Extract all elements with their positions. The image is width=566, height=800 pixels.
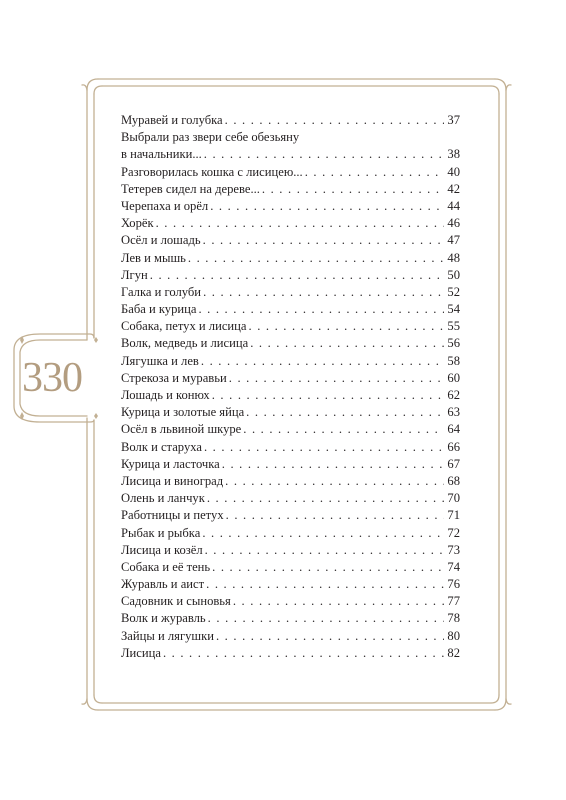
toc-leader-dots [262,181,444,198]
toc-leader-dots [216,628,444,645]
toc-leader-dots [243,421,444,438]
toc-entry [121,267,460,284]
toc-entry-title: Курица и золотые яйца [121,405,245,420]
toc-entry-title: Осёл и лошадь [121,233,201,248]
toc-entry-title: Лисица и виноград [121,473,224,488]
toc-leader-dots [250,335,444,352]
toc-entry-page: 40 [447,164,460,179]
toc-leader-dots [225,112,444,129]
toc-entry-page: 72 [447,525,460,540]
toc-leader-dots [207,490,444,507]
toc-entry-title: Осёл в львиной шкуре [121,422,242,437]
page-number: 330 [22,355,82,401]
toc-entry [121,525,460,542]
toc-entry-page: 47 [447,233,460,248]
toc-entry [121,576,460,593]
toc-entry [121,181,460,198]
toc-entry-page: 48 [447,250,460,265]
toc-entry [121,490,460,507]
toc-leader-dots [226,507,444,524]
toc-entry [121,387,460,404]
toc-entry-title: Лягушка и лев [121,353,199,368]
toc-entry-title: Разговорилась кошка с лисицею... [121,164,303,179]
toc-leader-dots [203,232,444,249]
toc-entry-page: 62 [447,388,460,402]
toc-entry-title: Рыбак и рыбка [121,525,201,540]
toc-leader-dots [205,542,444,559]
toc-entry-page: 71 [447,508,460,523]
toc-entry-title: Собака и её тень [121,559,211,574]
toc-entry-title: Лисица [121,645,161,660]
toc-entry [121,284,460,301]
toc-entry [121,112,460,129]
toc-leader-dots [246,404,444,421]
toc-entry [121,628,460,645]
toc-entry-page: 76 [447,577,460,592]
toc-entry-page: 58 [447,353,460,368]
toc-entry [121,473,460,490]
toc-entry [121,593,460,610]
toc-entry-page: 66 [447,439,460,454]
toc-entry-page: 38 [447,147,460,162]
toc-entry-page: 67 [447,456,460,471]
toc-entry-page: 78 [447,611,460,626]
toc-entry [121,301,460,318]
toc-entry-page: 74 [447,559,460,574]
toc-entry [121,404,460,421]
table-of-contents [121,112,460,662]
toc-entry-page: 80 [447,628,460,643]
toc-entry-title: Волк, медведь и лисица [121,336,249,351]
toc-entry [121,439,460,456]
toc-entry-title: Лошадь и конюх [121,388,210,402]
toc-entry [121,610,460,627]
toc-entry-title: Собака, петух и лисица [121,319,247,334]
toc-entry [121,232,460,249]
toc-entry [121,559,460,576]
toc-entry-page: 37 [447,113,460,127]
toc-entry-title: Садовник и сыновья [121,594,231,609]
toc-entry-page: 63 [447,405,460,420]
toc-entry [121,250,460,267]
toc-entry-title: в начальники... [121,147,202,162]
toc-leader-dots [204,439,444,456]
toc-entry-title: Работницы и петух [121,508,224,523]
toc-leader-dots [203,284,444,301]
toc-leader-dots [212,559,444,576]
toc-leader-dots [229,370,444,387]
toc-leader-dots [225,473,444,490]
toc-entry-title: Журавль и аист [121,577,205,592]
toc-entry-page: 52 [447,284,460,299]
toc-entry-title: Олень и ланчук [121,491,205,506]
toc-entry-page: 60 [447,370,460,385]
toc-leader-dots [150,267,444,284]
toc-entry-page: 64 [447,422,460,437]
toc-entry-page: 56 [447,336,460,351]
toc-entry-title: Зайцы и лягушки [121,628,214,643]
toc-leader-dots [204,146,444,163]
toc-entry-title: Курица и ласточка [121,456,220,471]
toc-entry-title: Волк и журавль [121,611,206,626]
toc-entry-page: 54 [447,302,460,317]
toc-entry [121,164,460,181]
toc-leader-dots [198,301,444,318]
toc-entry-page: 42 [447,181,460,196]
toc-entry-title: Баба и курица [121,302,197,317]
toc-leader-dots [222,456,444,473]
toc-entry [121,146,460,163]
toc-entry [121,370,460,387]
toc-entry [121,507,460,524]
toc-leader-dots [188,250,444,267]
toc-entry [121,335,460,352]
toc-entry-title: Лев и мышь [121,250,186,265]
toc-entry [121,645,460,662]
toc-entry-page: 55 [447,319,460,334]
toc-entry [121,456,460,473]
toc-entry-page: 70 [447,491,460,506]
toc-entry-page: 77 [447,594,460,609]
toc-entry [121,542,460,559]
toc-entry-page: 44 [447,198,460,213]
toc-leader-dots [156,215,444,232]
toc-entry-title: Хорёк [121,216,154,231]
toc-entry-title: Выбрали раз звери себе обезьяну [121,130,300,145]
toc-leader-dots [206,576,444,593]
toc-entry-page: 50 [447,267,460,282]
toc-leader-dots [210,198,444,215]
toc-entry [121,318,460,335]
toc-entry [121,215,460,232]
toc-entry [121,198,460,215]
toc-leader-dots [249,318,445,335]
toc-entry [121,421,460,438]
toc-entry-title: Лгун [121,267,148,282]
toc-entry [121,353,460,370]
toc-entry-title: Стрекоза и муравьи [121,370,227,385]
toc-entry-page: 82 [447,645,460,660]
toc-leader-dots [201,353,444,370]
toc-leader-dots [305,164,444,181]
toc-entry-page: 73 [447,542,460,557]
toc-entry [121,129,460,146]
toc-leader-dots [163,645,444,662]
toc-entry-title: Лисица и козёл [121,542,203,557]
toc-leader-dots [208,610,444,627]
toc-entry-page: 68 [447,473,460,488]
toc-leader-dots [202,525,444,542]
toc-entry-title: Тетерев сидел на дереве... [121,181,260,196]
toc-entry-title: Муравей и голубка [121,113,223,127]
toc-entry-title: Галка и голуби [121,284,202,299]
toc-leader-dots [212,387,444,404]
toc-leader-dots [233,593,444,610]
toc-entry-title: Волк и старуха [121,439,202,454]
toc-entry-page: 46 [447,216,460,231]
toc-entry-title: Черепаха и орёл [121,198,209,213]
